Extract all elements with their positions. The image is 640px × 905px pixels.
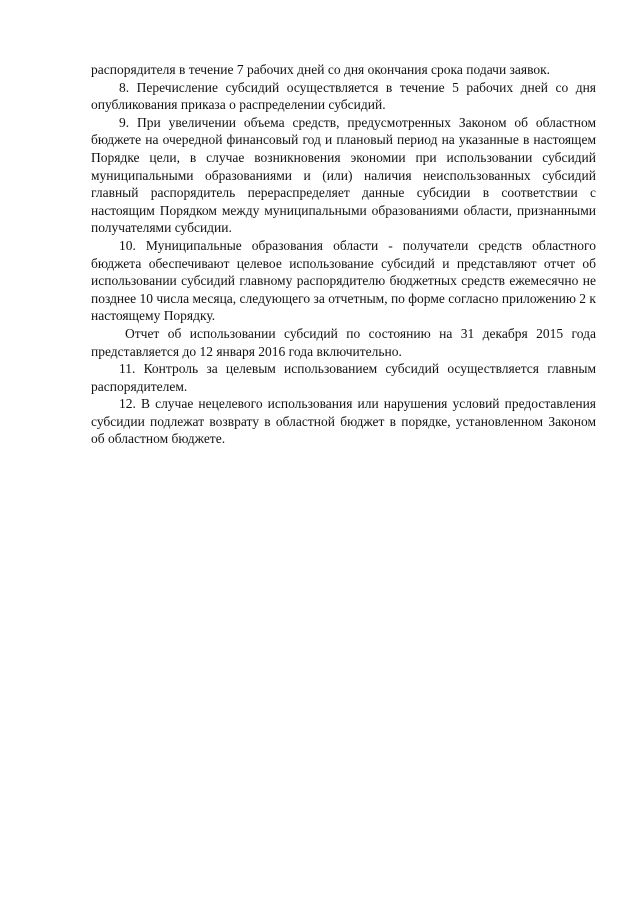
paragraph-continuation: распорядителя в течение 7 рабочих дней со дня окончания срока подачи заявок. — [91, 62, 551, 77]
paragraph-11: 11. Контроль за целевым использованием субсидий осуществляется главным распорядителем. — [91, 361, 596, 394]
document-body — [91, 61, 596, 448]
paragraph-10: 10. Муниципальные образования области - получатели средств областного бюджета обеспечивают целевое использование субсидий и представляют отчет об использовании субсидий главному распорядителю бюджетных средств ежемесячно не позднее 10 числа месяца, следующего за отчетным, по форме согласно приложению 2 к настоящему Порядку. — [91, 237, 596, 324]
paragraph-12: 12. В случае нецелевого использования или нарушения условий предоставления субсидии подлежат возврату в областной бюджет в порядке, установленном Законом об областном бюджете. — [91, 396, 596, 447]
paragraph-10-report: Отчет об использовании субсидий по состоянию на 31 декабря 2015 года представляется до 12 января 2016 года включительно. — [91, 325, 596, 359]
paragraph-9: 9. При увеличении объема средств, предусмотренных Законом об областном бюджете на очередной финансовый год и плановый период на указанные в настоящем Порядке цели, в случае возникновения экономии при использовании субсидий муниципальными образованиями и (или) наличия неиспользованных субсидий главный распорядитель перераспределяет данные субсидии в соответствии с настоящим Порядком между муниципальными образованиями области, признанными получателями субсидии. — [91, 114, 596, 236]
paragraph-8: 8. Перечисление субсидий осуществляется в течение 5 рабочих дней со дня опубликования приказа о распределении субсидий. — [91, 79, 596, 113]
